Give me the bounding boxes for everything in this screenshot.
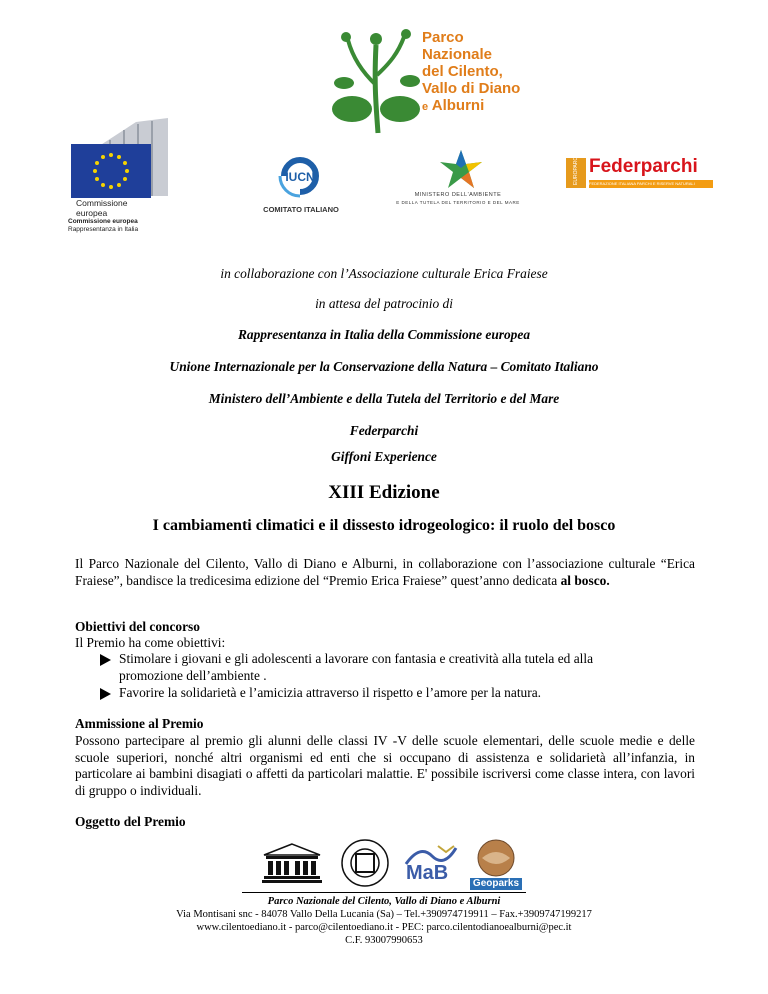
federparchi-logo xyxy=(566,158,714,188)
iucn-globe-icon xyxy=(276,152,324,200)
eu-logo-caption2: Rappresentanza in Italia xyxy=(68,226,139,233)
geoparks-globe-icon xyxy=(476,838,516,878)
ministero-line2: E DELLA TUTELA DEL TERRITORIO E DEL MARE xyxy=(396,200,520,205)
subtitle: I cambiamenti climatici e il dissesto idrogeologico: il ruolo del bosco xyxy=(152,517,616,534)
park-logo-line1: Parco Nazionale xyxy=(422,29,493,63)
federparchi-sub: FEDERAZIONE ITALIANA PARCHI E RISERVE NATURALI xyxy=(589,180,713,188)
eu-logo xyxy=(68,118,168,234)
patrocinio-line: in attesa del patrocinio di xyxy=(315,296,453,311)
iucn-logo xyxy=(258,152,344,218)
patron-1: Rappresentanza in Italia della Commissione europea xyxy=(237,327,531,342)
patron-3: Ministero dell’Ambiente e della Tutela del Territorio e del Mare xyxy=(208,391,560,406)
park-logo-line2: del Cilento, xyxy=(422,63,503,80)
geoparks-label: Geoparks xyxy=(470,878,522,890)
bullet-1-line1: Stimolare i giovani e gli adolescenti a lavorare con fantasia e creatività alla tutela ed alla xyxy=(119,651,594,666)
federparchi-name: Federparchi xyxy=(589,156,698,177)
park-plant-icon xyxy=(330,25,422,137)
europarc-badge-label: EUROPARC xyxy=(572,157,579,185)
geoparks-logo xyxy=(470,838,522,892)
ministero-logo xyxy=(386,148,530,208)
intro-paragraph xyxy=(75,556,695,589)
obiettivi-heading: Obiettivi del concorso xyxy=(75,619,200,634)
ministero-line1: MINISTERO DELL'AMBIENTE xyxy=(414,192,502,198)
patron-5: Giffoni Experience xyxy=(331,449,437,464)
eu-logo-label1: Commissione xyxy=(76,198,128,208)
mab-label: MaB xyxy=(406,862,449,884)
footer-address: Via Montisani snc - 84078 Vallo Della Lucania (Sa) – Tel.+390974719911 – Fax.+3909747199217 xyxy=(176,909,592,920)
unesco-temple-icon xyxy=(262,843,322,883)
footer-divider xyxy=(242,892,526,893)
eu-logo-label2: europea xyxy=(76,208,108,218)
mab-logo xyxy=(402,842,460,888)
world-heritage-logo xyxy=(340,838,390,888)
obiettivi-lead: Il Premio ha come obiettivi: xyxy=(75,635,226,650)
arrow-bullet-icon xyxy=(100,688,111,700)
eu-logo-caption1: Commissione europea xyxy=(68,218,138,225)
park-logo xyxy=(330,25,530,135)
footer-cf: C.F. 93007990653 xyxy=(345,935,423,946)
patron-2: Unione Internazionale per la Conservazione della Natura – Comitato Italiano xyxy=(169,359,599,374)
bullet-2: Favorire la solidarietà e l’amicizia attraverso il rispetto e l’amore per la natura. xyxy=(119,685,541,700)
park-logo-line4a: e xyxy=(422,101,429,113)
edition-title: XIII Edizione xyxy=(328,482,440,503)
europarc-badge xyxy=(566,158,586,188)
park-logo-line3: Vallo di Diano xyxy=(422,80,521,97)
intro-paragraph-bold: al bosco. xyxy=(560,572,610,588)
footer-web: www.cilentoediano.it - parco@cilentoediano.it - PEC: parco.cilentodianoealburni@pec.it xyxy=(196,922,572,933)
svg-text:IUCN: IUCN xyxy=(285,170,315,184)
iucn-sub-label: COMITATO ITALIANO xyxy=(263,205,339,214)
eu-flag-icon xyxy=(71,144,151,198)
patron-4: Federparchi xyxy=(349,423,419,438)
unesco-logo xyxy=(262,843,322,883)
ministero-star-icon xyxy=(436,148,486,190)
collab-line: in collaborazione con l’Associazione culturale Erica Fraiese xyxy=(220,266,548,281)
world-heritage-emblem-icon xyxy=(340,838,390,888)
ammissione-heading: Ammissione al Premio xyxy=(75,716,204,731)
bullet-1-line2: promozione dell’ambiente . xyxy=(119,668,267,683)
footer-name: Parco Nazionale del Cilento, Vallo di Diano e Alburni xyxy=(267,896,501,907)
ammissione-text: Possono partecipare al premio gli alunni delle classi IV -V delle scuole elementari, delle scuole medie e delle scuole superiori, nonché altri organismi ed enti che si occupano di assistenza e solidarietà all’infanzia, in particolare ai bambini disagiati o affetti da particolari malattie. E' possibile iscriversi come classe intera, con lavori di gruppo o individuali. xyxy=(75,733,695,798)
park-logo-line4b: Alburni xyxy=(431,97,485,114)
oggetto-heading: Oggetto del Premio xyxy=(75,814,186,829)
arrow-bullet-icon xyxy=(100,654,111,666)
intro-paragraph-text: Il Parco Nazionale del Cilento, Vallo di Diano e Alburni, in collaborazione con l’associazione culturale “Erica Fraiese”, bandisce la tredicesima edizione del “Premio Erica Fraiese” quest’anno dedicata xyxy=(75,556,695,588)
